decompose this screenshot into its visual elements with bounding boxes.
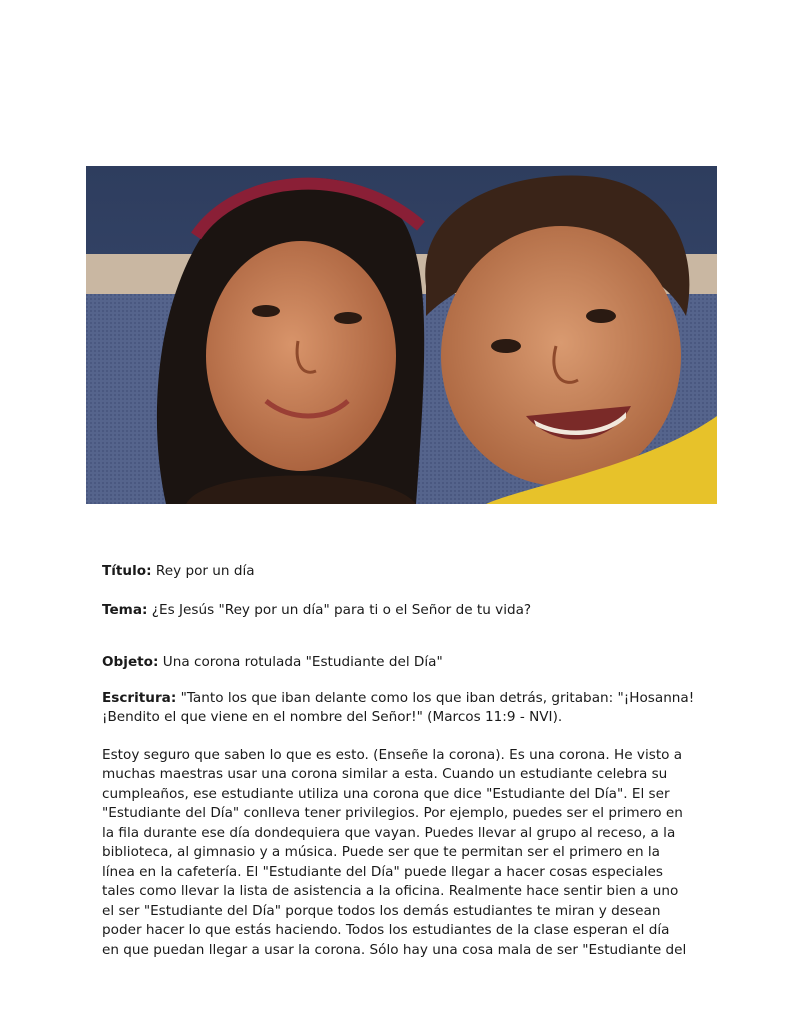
body-line: muchas maestras usar una corona similar a esta. Cuando un estudiante celebra su: [102, 766, 668, 782]
body-line: "Estudiante del Día" conlleva tener privilegios. Por ejemplo, puedes ser el primero en: [102, 805, 683, 821]
escritura-text-1: "Tanto los que iban delante como los que iban detrás, gritaban: "¡Hosanna!: [180, 689, 695, 706]
body-line: en que puedan llegar a usar la corona. Sólo hay una cosa mala de ser "Estudiante del: [102, 941, 687, 958]
body-line: biblioteca, al gimnasio y a música. Puede ser que te permitan ser el primero en la: [102, 844, 661, 860]
body-line: la fila durante ese día dondequiera que vayan. Puedes llevar al grupo al receso, a la: [102, 824, 676, 841]
tema-line: [102, 601, 722, 621]
body-line: cumpleaños, ese estudiante utiliza una corona que dice "Estudiante del Día". El ser: [102, 785, 670, 802]
objeto-line: [102, 653, 722, 673]
lesson-content: [102, 562, 722, 960]
escritura-label: Escritura:: [102, 689, 177, 706]
body-line: poder hacer lo que estás haciendo. Todos los estudiantes de la clase esperan el día: [102, 922, 670, 938]
children-photo: [86, 166, 717, 504]
body-line: tales como llevar la lista de asistencia a la oficina. Realmente hace sentir bien a uno: [102, 883, 679, 899]
escritura-line-2: ¡Bendito el que viene en el nombre del Señor!" (Marcos 11:9 - NVI).: [102, 709, 563, 725]
children-photo-illustration: [86, 166, 717, 504]
objeto-value: Una corona rotulada "Estudiante del Día": [162, 654, 443, 670]
tema-value: ¿Es Jesús "Rey por un día" para ti o el Señor de tu vida?: [151, 601, 532, 618]
titulo-line: [102, 562, 722, 582]
tema-label: Tema:: [102, 601, 148, 618]
body-line: línea en la cafetería. El "Estudiante del Día" puede llegar a hacer cosas especiales: [102, 863, 663, 880]
body-line: Estoy seguro que saben lo que es esto. (Enseñe la corona). Es una corona. He visto a: [102, 746, 683, 763]
titulo-value: Rey por un día: [155, 563, 255, 579]
body-paragraph: [102, 746, 722, 961]
objeto-label: Objeto:: [102, 654, 159, 670]
titulo-label: Título:: [102, 563, 152, 579]
escritura-line-1: [102, 689, 722, 709]
body-line: el ser "Estudiante del Día" porque todos los demás estudiantes te miran y desean: [102, 902, 661, 919]
